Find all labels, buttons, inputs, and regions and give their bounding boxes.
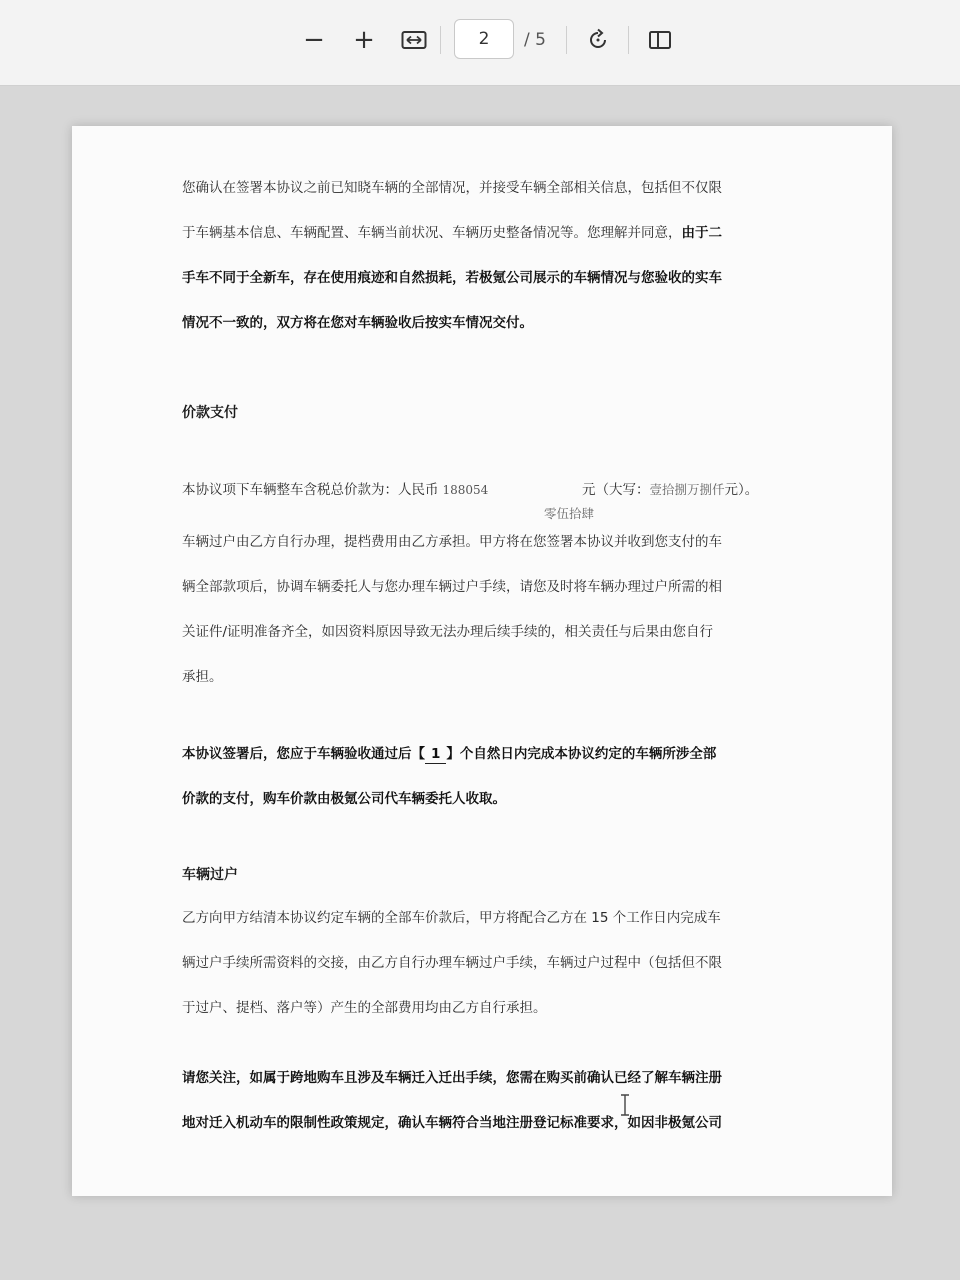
price-line — [182, 478, 782, 498]
zoom-out-button[interactable] — [296, 22, 332, 58]
paragraph-transfer-procedure — [182, 896, 772, 1031]
text-line: 手车不同于全新车，存在使用痕迹和自然损耗，若极氪公司展示的车辆情况与您验收的实车 — [182, 270, 722, 286]
pdf-page — [72, 126, 892, 1196]
text-cursor-icon — [620, 1094, 632, 1116]
page-view-button[interactable] — [642, 22, 678, 58]
text-line: 辆全部款项后，协调车辆委托人与您办理车辆过户手续，请您及时将车辆办理过户所需的相 — [182, 579, 722, 595]
document-viewer[interactable] — [0, 86, 960, 1280]
paragraph-payment-deadline — [182, 732, 772, 822]
handwritten-amount: 壹拾捌万捌仟 — [649, 482, 725, 497]
pdf-toolbar — [0, 0, 960, 86]
text-line: 于车辆基本信息、车辆配置、车辆当前状况、车辆历史整备情况等。您理解并同意，由于二 — [182, 225, 722, 241]
zoom-in-button[interactable] — [346, 22, 382, 58]
toolbar-divider — [440, 26, 441, 54]
text-line: 地对迁入机动车的限制性政策规定，确认车辆符合当地注册登记标准要求，如因非极氪公司 — [182, 1115, 722, 1131]
minus-icon: − — [303, 25, 325, 55]
paragraph-vehicle-condition — [182, 166, 772, 346]
two-page-view-icon — [648, 29, 672, 51]
paragraph-cross-region-notice — [182, 1056, 772, 1146]
toolbar-divider — [566, 26, 567, 54]
text-line: 乙方向甲方结清本协议约定车辆的全部车价款后，甲方将配合乙方在 15 个工作日内完成车 — [182, 910, 721, 926]
price-prefix: 本协议项下车辆整车含税总价款为：人民币 — [182, 482, 439, 498]
page-total-label: / 5 — [524, 30, 546, 50]
toolbar-divider — [628, 26, 629, 54]
price-number: 188054 — [442, 483, 489, 497]
handwritten-amount-continued: 零伍拾肆 — [544, 506, 595, 521]
fit-width-icon — [401, 30, 427, 50]
text-line: 车辆过户由乙方自行办理，提档费用由乙方承担。甲方将在您签署本协议并收到您支付的车 — [182, 534, 722, 550]
rotate-icon — [586, 28, 610, 52]
text-line: 辆过户手续所需资料的交接，由乙方自行办理车辆过户手续，车辆过户过程中（包括但不限 — [182, 955, 722, 971]
text-line: 本协议签署后，您应于车辆验收通过后【 1 】个自然日内完成本协议约定的车辆所涉全部 — [182, 746, 717, 762]
text-line: 情况不一致的，双方将在您对车辆验收后按实车情况交付。 — [182, 315, 533, 331]
text-line: 于过户、提档、落户等）产生的全部费用均由乙方自行承担。 — [182, 1000, 547, 1016]
rotate-button[interactable] — [580, 22, 616, 58]
text-line: 关证件/证明准备齐全，如因资料原因导致无法办理后续手续的，相关责任与后果由您自行 — [182, 624, 714, 640]
heading-payment: 价款支付 — [182, 405, 238, 421]
page-number-input[interactable] — [454, 19, 514, 59]
price-uppercase: 元（大写：壹拾捌万捌仟元）。 — [582, 482, 759, 498]
text-line: 您确认在签署本协议之前已知晓车辆的全部情况，并接受车辆全部相关信息，包括但不仅限 — [182, 180, 722, 196]
text-line: 承担。 — [182, 669, 223, 685]
plus-icon: + — [353, 25, 375, 55]
paragraph-transfer-responsibility — [182, 520, 772, 700]
fit-width-button[interactable] — [396, 22, 432, 58]
text-line: 请您关注，如属于跨地购车且涉及车辆迁入迁出手续，您需在购买前确认已经了解车辆注册 — [182, 1070, 722, 1086]
text-line: 价款的支付，购车价款由极氪公司代车辆委托人收取。 — [182, 791, 506, 807]
days-value: 1 — [425, 745, 446, 764]
heading-transfer: 车辆过户 — [182, 867, 238, 883]
